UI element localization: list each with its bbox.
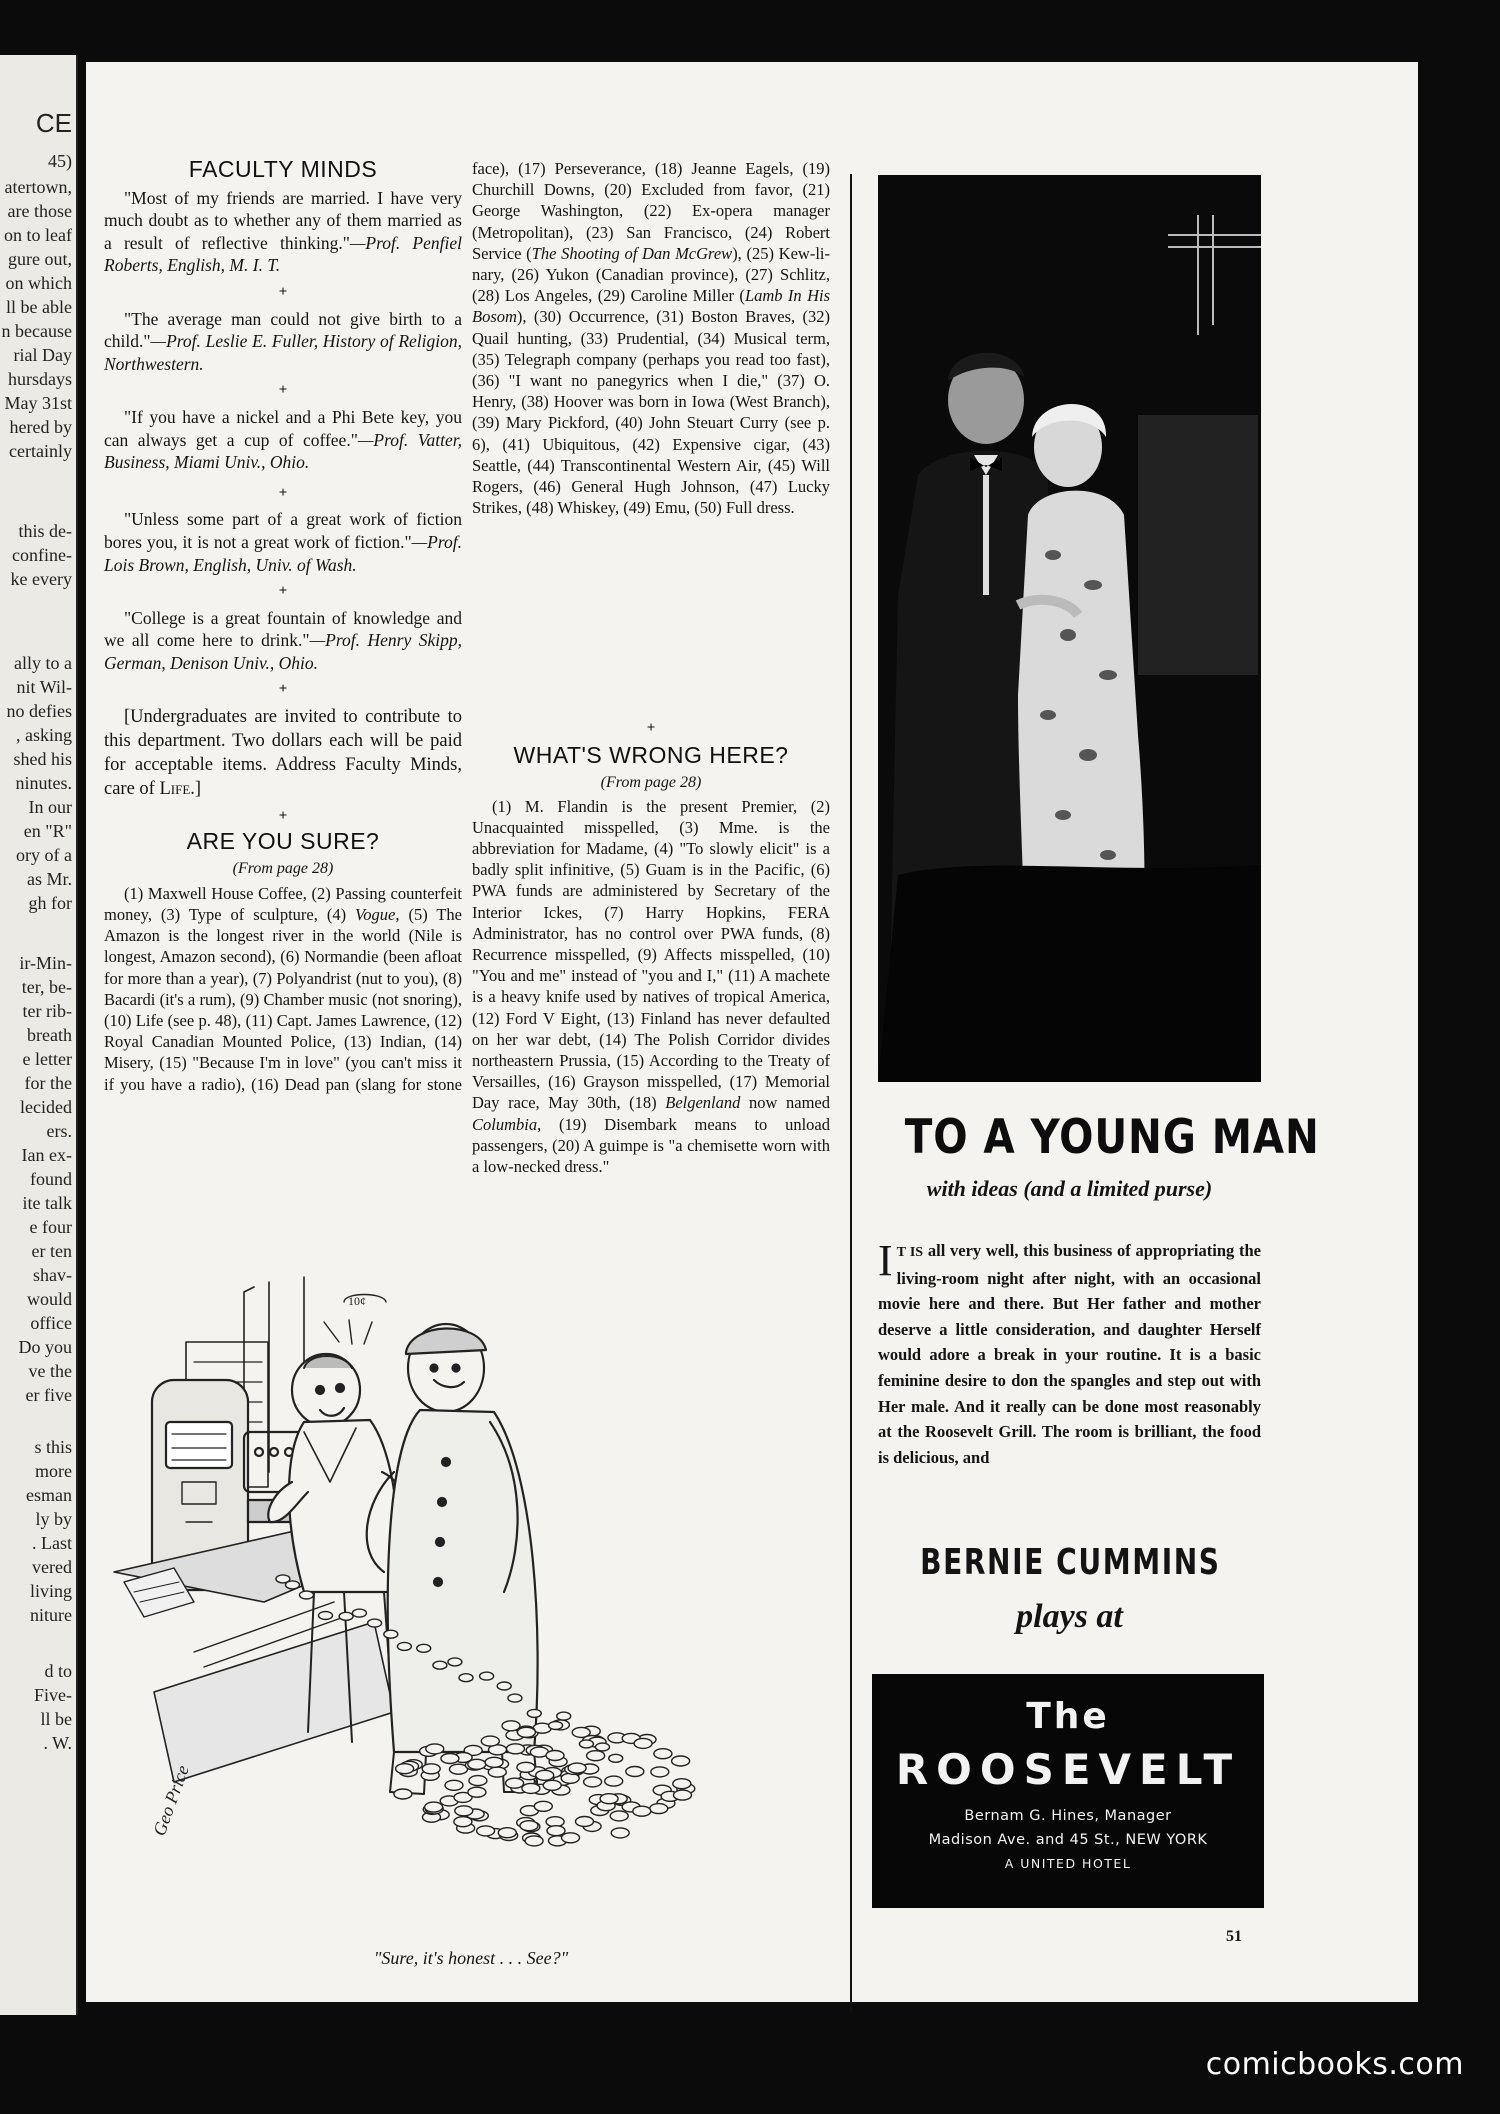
adjacent-page-text: , asking bbox=[16, 725, 72, 745]
ad-tagline-part: (and a limited purse) bbox=[1017, 1176, 1213, 1201]
coin bbox=[634, 1738, 652, 1748]
adjacent-page-text: e four bbox=[29, 1217, 72, 1237]
separator-plus: + bbox=[278, 382, 288, 399]
adjacent-page-text: rial Day bbox=[13, 345, 72, 365]
adjacent-page-text: d to bbox=[44, 1661, 72, 1681]
coin bbox=[557, 1712, 571, 1720]
adjacent-page-strip bbox=[0, 55, 78, 2015]
coin bbox=[522, 1783, 540, 1793]
adjacent-page-text: Ian ex- bbox=[21, 1145, 72, 1165]
answers-text: face), (17) Perseverance, (18) Jeanne Eagels, (19) Churchill Downs, (20) Excluded from favor, (21) George Washington, (22) Ex-opera manager (Metropolitan), (23) San Francisco, (24) Robert Service ( bbox=[472, 159, 830, 263]
adjacent-page-text: confine- bbox=[12, 545, 72, 565]
whats-wrong-answers bbox=[472, 796, 830, 1178]
coin bbox=[543, 1780, 561, 1790]
adjacent-page-text: ir-Min- bbox=[19, 953, 72, 973]
adjacent-page-text: ve the bbox=[28, 1361, 72, 1381]
coin bbox=[477, 1826, 495, 1836]
faculty-minds-heading: FACULTY MINDS bbox=[188, 156, 378, 182]
coin bbox=[654, 1749, 672, 1759]
coin bbox=[468, 1787, 486, 1797]
ad-tagline bbox=[878, 1176, 1261, 1202]
band-name: BERNIE CUMMINS bbox=[920, 1542, 1221, 1583]
adjacent-page-text: Do you bbox=[18, 1337, 72, 1357]
from-page-note: (From page 28) bbox=[600, 774, 702, 792]
adjacent-page-text: Five- bbox=[34, 1685, 72, 1705]
cartoon-caption: "Sure, it's honest . . . See?" bbox=[373, 1948, 569, 1968]
answers-text: , (5) The Amazon is the longest river in the world (Nile is longest, Amazon second), (6) Normandie (been afloat for more than a year), (7) Polyandrist (nut to you), (8) Bacardi (it's a rum), (9) Chamber music (not snoring), (10) Life (see p. 48), (11) Capt. James Lawrence, (12) Royal Canadian Mounted Police, (13) Indian, (14) Misery, (15) "Because I'm in love" (you can't miss it if you have a radio), (16) Dead pan (slang for stone bbox=[104, 905, 462, 1094]
coin bbox=[611, 1828, 629, 1838]
coin bbox=[480, 1672, 494, 1680]
coin bbox=[286, 1581, 300, 1589]
adjacent-page-text: ly by bbox=[35, 1509, 72, 1529]
life-magazine-name: Life bbox=[159, 779, 191, 800]
adjacent-page-text: living bbox=[29, 1581, 72, 1601]
coin bbox=[481, 1736, 499, 1746]
coin bbox=[507, 1744, 525, 1754]
hotel-manager: Bernam G. Hines, Manager bbox=[964, 1808, 1172, 1824]
coin bbox=[536, 1770, 554, 1780]
coin bbox=[587, 1751, 605, 1761]
faculty-invitation-end: .] bbox=[190, 779, 202, 800]
answers-italic: Lamb In His Bosom bbox=[472, 286, 830, 327]
hotel-chain: A UNITED HOTEL bbox=[1004, 1856, 1132, 1871]
adjacent-page-text: ter, be- bbox=[21, 977, 72, 997]
adjacent-page-text: ory of a bbox=[16, 845, 72, 865]
answers-italic: Vogue bbox=[355, 905, 396, 925]
coin bbox=[300, 1591, 314, 1599]
coin bbox=[600, 1794, 618, 1804]
hotel-name-the: The bbox=[1026, 1696, 1110, 1737]
coin bbox=[672, 1756, 690, 1766]
ad-body-copy bbox=[878, 1238, 1261, 1470]
coin bbox=[502, 1721, 520, 1731]
coin bbox=[455, 1806, 473, 1816]
answers-text: now named bbox=[740, 1093, 830, 1113]
coin bbox=[626, 1767, 644, 1777]
coin bbox=[517, 1727, 535, 1737]
adjacent-page-text: would bbox=[27, 1289, 72, 1309]
adjacent-page-text: esman bbox=[26, 1485, 72, 1505]
adjacent-page-text: lecided bbox=[20, 1097, 72, 1117]
ad-headline: TO A YOUNG MAN bbox=[904, 1110, 1320, 1165]
adjacent-page-text: ally to a bbox=[14, 653, 72, 673]
adjacent-page-text: e letter bbox=[22, 1049, 72, 1069]
coin bbox=[468, 1759, 486, 1769]
cartoon-sign: 10¢ bbox=[348, 1294, 366, 1308]
coin bbox=[384, 1630, 398, 1638]
source-watermark: comicbooks.com bbox=[1205, 2047, 1464, 2082]
are-you-sure-heading: ARE YOU SURE? bbox=[186, 827, 380, 854]
coin bbox=[673, 1779, 691, 1789]
are-you-sure-answers-part1 bbox=[104, 883, 462, 1095]
adjacent-page-text: 45) bbox=[48, 151, 72, 171]
adjacent-page-text: ite talk bbox=[22, 1193, 72, 1213]
answers-text: ), (25) Kew-li-nary, (26) Yukon (Canadian province), (27) Schlitz, (28) Los Angeles, (29) Caroline Miller ( bbox=[472, 243, 830, 306]
coin bbox=[319, 1612, 333, 1620]
coin bbox=[579, 1740, 593, 1748]
adjacent-page-text: . W. bbox=[43, 1733, 72, 1753]
page-number: 51 bbox=[1226, 1928, 1242, 1945]
coin bbox=[469, 1776, 487, 1786]
faculty-quote: "College is a great fountain of knowledge and we all come here to drink." bbox=[104, 607, 462, 651]
separator-plus: + bbox=[646, 720, 656, 736]
column-two bbox=[472, 158, 830, 1177]
coin bbox=[547, 1826, 565, 1836]
coin bbox=[459, 1674, 473, 1682]
coin bbox=[339, 1612, 353, 1620]
adjacent-page-text: found bbox=[30, 1169, 72, 1189]
from-page-note: (From page 28) bbox=[232, 860, 334, 878]
plays-at: plays at bbox=[1016, 1598, 1123, 1635]
coin bbox=[674, 1790, 692, 1800]
adjacent-page-text: shav- bbox=[33, 1265, 72, 1285]
coin bbox=[508, 1694, 522, 1702]
adjacent-page-text: ll be able bbox=[6, 297, 72, 317]
adjacent-page-text: atertown, bbox=[4, 177, 72, 197]
coin bbox=[525, 1836, 543, 1846]
coin bbox=[650, 1804, 668, 1814]
adjacent-page-text: n because bbox=[1, 321, 72, 341]
magazine-page bbox=[86, 62, 1418, 2002]
adjacent-page-text: breath bbox=[27, 1025, 72, 1045]
are-you-sure-answers-part2 bbox=[472, 158, 830, 710]
separator-plus: + bbox=[278, 583, 288, 600]
answers-italic: Columbia bbox=[472, 1114, 538, 1134]
answers-italic: The Shooting of Dan McGrew bbox=[531, 243, 733, 263]
coin bbox=[527, 1709, 541, 1717]
coin bbox=[422, 1764, 440, 1774]
adjacent-page-text: en "R" bbox=[23, 821, 72, 841]
adjacent-page-text: s this bbox=[34, 1437, 72, 1457]
adjacent-page-text: as Mr. bbox=[27, 869, 72, 889]
separator-plus: + bbox=[278, 808, 288, 825]
coin bbox=[549, 1722, 563, 1730]
adjacent-page-text: ers. bbox=[46, 1121, 72, 1141]
adjacent-page-text: this de- bbox=[18, 521, 72, 541]
coin bbox=[568, 1763, 586, 1773]
coin bbox=[605, 1776, 623, 1786]
coin bbox=[433, 1661, 447, 1669]
adjacent-page-text: er five bbox=[25, 1385, 72, 1405]
coin bbox=[520, 1821, 538, 1831]
adjacent-page-text: nit Wil- bbox=[16, 677, 72, 697]
adjacent-page-text: shed his bbox=[13, 749, 72, 769]
faculty-attribution: —Prof. Vatter, Business, Miami Univ., Ohio. bbox=[104, 429, 463, 473]
adjacent-page-text: niture bbox=[30, 1605, 72, 1625]
coin bbox=[445, 1780, 463, 1790]
coin bbox=[485, 1757, 503, 1767]
faculty-attribution: —Prof. Lois Brown, English, Univ. of Wash. bbox=[104, 531, 462, 575]
cartoonist-signature: Geo Price bbox=[148, 1762, 193, 1839]
adjacent-page-text: er ten bbox=[31, 1241, 72, 1261]
coin bbox=[610, 1811, 628, 1821]
adjacent-page-text: ninutes. bbox=[15, 773, 72, 793]
whats-wrong-heading: WHAT'S WRONG HERE? bbox=[513, 742, 789, 769]
answers-text: ), (30) Occurrence, (31) Boston Braves, (32) Quail hunting, (33) Prudential, (34) Musical term, (35) Telegraph company (perhaps you read too fast), (36) "I want no panegyrics when I die," (37) O. Henry, (38) Hoover was born in Iowa (West Branch), (39) Mary Pickford, (40) John Steuart Curry (see p. 6), (41) Ubiquitous, (42) Expensive cigar, (43) Seattle, (44) Transcontinental Western Air, (45) Will Rogers, (46) General Hugh Johnson, (47) Lucky Strikes, (48) Whiskey, (49) Emu, (50) Full dress. bbox=[472, 307, 830, 518]
adjacent-page-text: In our bbox=[28, 797, 72, 817]
coin bbox=[576, 1817, 594, 1827]
answers-text: (1) M. Flandin is the present Premier, (2) Unacquainted misspelled, (3) Mme. is the abbreviation for Madame, (4) "To slowly elicit" is a badly split infinitive, (5) Guam is in the Pacific, (6) PWA funds are administered by Secretary of the Interior Ickes, (7) Harry Hopkins, FERA Administrator, has no control over PWA funds, (8) Recurrence misspelled, (9) Affects misspelled, (10) "You and me" instead of "you and I," (11) A machete is a heavy knife used by natives of tropical America, (12) Ford V Eight, (13) Finland has never defaulted on her war debt, (14) The Polish Corridor divides northeastern Prussia, (15) According to the Treaty of Versailles, (16) Grayson misspelled, (17) Memorial Day race, May 30th, (18) bbox=[472, 796, 830, 1113]
adjacent-page-text: for the bbox=[24, 1073, 72, 1093]
coin bbox=[546, 1751, 564, 1761]
faculty-quote: "Most of my friends are married. I have very much doubt as to whether any of them married as a result of reflective thinking." bbox=[104, 187, 462, 253]
adjacent-page-text: May 31st bbox=[4, 393, 72, 413]
answers-italic: Belgenland bbox=[665, 1093, 741, 1113]
coin bbox=[441, 1754, 459, 1764]
coin bbox=[396, 1764, 414, 1774]
column-one bbox=[104, 158, 462, 1095]
coin bbox=[584, 1777, 602, 1787]
faculty-attribution: —Prof. Henry Skipp, German, Denison Univ., Ohio. bbox=[104, 630, 462, 673]
coin bbox=[596, 1743, 610, 1751]
adjacent-page-text: on which bbox=[5, 273, 72, 293]
adjacent-page-text: . Last bbox=[32, 1533, 72, 1553]
coin bbox=[517, 1762, 535, 1772]
coin bbox=[651, 1767, 669, 1777]
coin bbox=[425, 1802, 443, 1812]
ad-body-text: all very well, this business of appropriating the living-room night after night, with an occasional movie here and there. But Her father and mother deserve a little consideration, and daughter Herself would adore a break in your routine. It is a basic feminine desire to don the spangles and step out with Her male. And it really can be done most reasonably at the Roosevelt Grill. The room is brilliant, the food is delicious, and bbox=[878, 1241, 1262, 1467]
separator-plus: + bbox=[278, 681, 288, 698]
couple-photograph bbox=[878, 175, 1261, 1082]
faculty-quote: "Unless some part of a great work of fiction bores you, it is not a great work of fiction." bbox=[104, 509, 462, 552]
adjacent-page-text: CE bbox=[35, 108, 72, 138]
faculty-quote: "The average man could not give birth to a child." bbox=[104, 308, 462, 352]
adjacent-page-text: certainly bbox=[9, 441, 72, 461]
coin bbox=[426, 1744, 444, 1754]
adjacent-page-text: gure out, bbox=[8, 249, 72, 269]
hotel-name: ROOSEVELT bbox=[895, 1745, 1241, 1794]
adjacent-page-text: vered bbox=[32, 1557, 72, 1577]
adjacent-page-text: hursdays bbox=[8, 369, 72, 389]
adjacent-page-text: office bbox=[30, 1313, 72, 1333]
coin bbox=[562, 1833, 580, 1843]
coin bbox=[352, 1609, 366, 1617]
separator-plus: + bbox=[278, 484, 288, 501]
coin bbox=[534, 1801, 552, 1811]
coin bbox=[497, 1682, 511, 1690]
coin bbox=[448, 1658, 462, 1666]
answers-text: , (19) Disembark means to unload passengers, (20) A guimpe is "a chemisette worn with a low-necked dress." bbox=[472, 1114, 830, 1177]
drop-cap: I bbox=[878, 1236, 893, 1285]
coin bbox=[609, 1754, 623, 1762]
advertisement-border bbox=[850, 174, 852, 2012]
coin bbox=[368, 1619, 382, 1627]
coin bbox=[394, 1789, 412, 1799]
adjacent-page-text: more bbox=[35, 1461, 72, 1481]
coin bbox=[633, 1806, 651, 1816]
slot-machine-cartoon bbox=[94, 1272, 854, 1892]
faculty-quote: "If you have a nickel and a Phi Bete key, you can always get a cup of coffee." bbox=[104, 406, 462, 450]
faculty-invitation: [Undergraduates are invited to contribute to this department. Two dollars each will be paid for acceptable items. Address Faculty Minds, care of bbox=[104, 707, 462, 800]
adjacent-page-text: ter rib- bbox=[22, 1001, 72, 1021]
ad-tagline-part: with ideas bbox=[926, 1176, 1018, 1201]
coin bbox=[397, 1642, 411, 1650]
coin bbox=[506, 1778, 524, 1788]
separator-plus: + bbox=[278, 283, 288, 300]
ad-body-lead: T IS bbox=[896, 1245, 924, 1260]
adjacent-page-text: gh for bbox=[28, 893, 72, 913]
adjacent-page-text: are those bbox=[7, 201, 72, 221]
answers-text: (1) Maxwell House Coffee, (2) Passing counterfeit money, (3) Type of sculpture, (4) bbox=[104, 883, 462, 925]
coin bbox=[488, 1767, 506, 1777]
coin bbox=[417, 1644, 431, 1652]
coin bbox=[454, 1817, 472, 1827]
faculty-attribution: —Prof. Penfiel Roberts, English, M. I. T. bbox=[104, 232, 462, 276]
hotel-logo-box bbox=[872, 1674, 1264, 1908]
adjacent-page-text: hered by bbox=[9, 417, 72, 437]
adjacent-page-text: ke every bbox=[10, 569, 72, 589]
adjacent-page-text: on to leaf bbox=[4, 225, 72, 245]
faculty-attribution: —Prof. Leslie E. Fuller, History of Religion, Northwestern. bbox=[104, 331, 462, 374]
adjacent-page-text: no defies bbox=[6, 701, 72, 721]
coin bbox=[498, 1828, 516, 1838]
adjacent-page-text: ll be bbox=[40, 1709, 72, 1729]
hotel-address: Madison Ave. and 45 St., NEW YORK bbox=[928, 1832, 1208, 1848]
